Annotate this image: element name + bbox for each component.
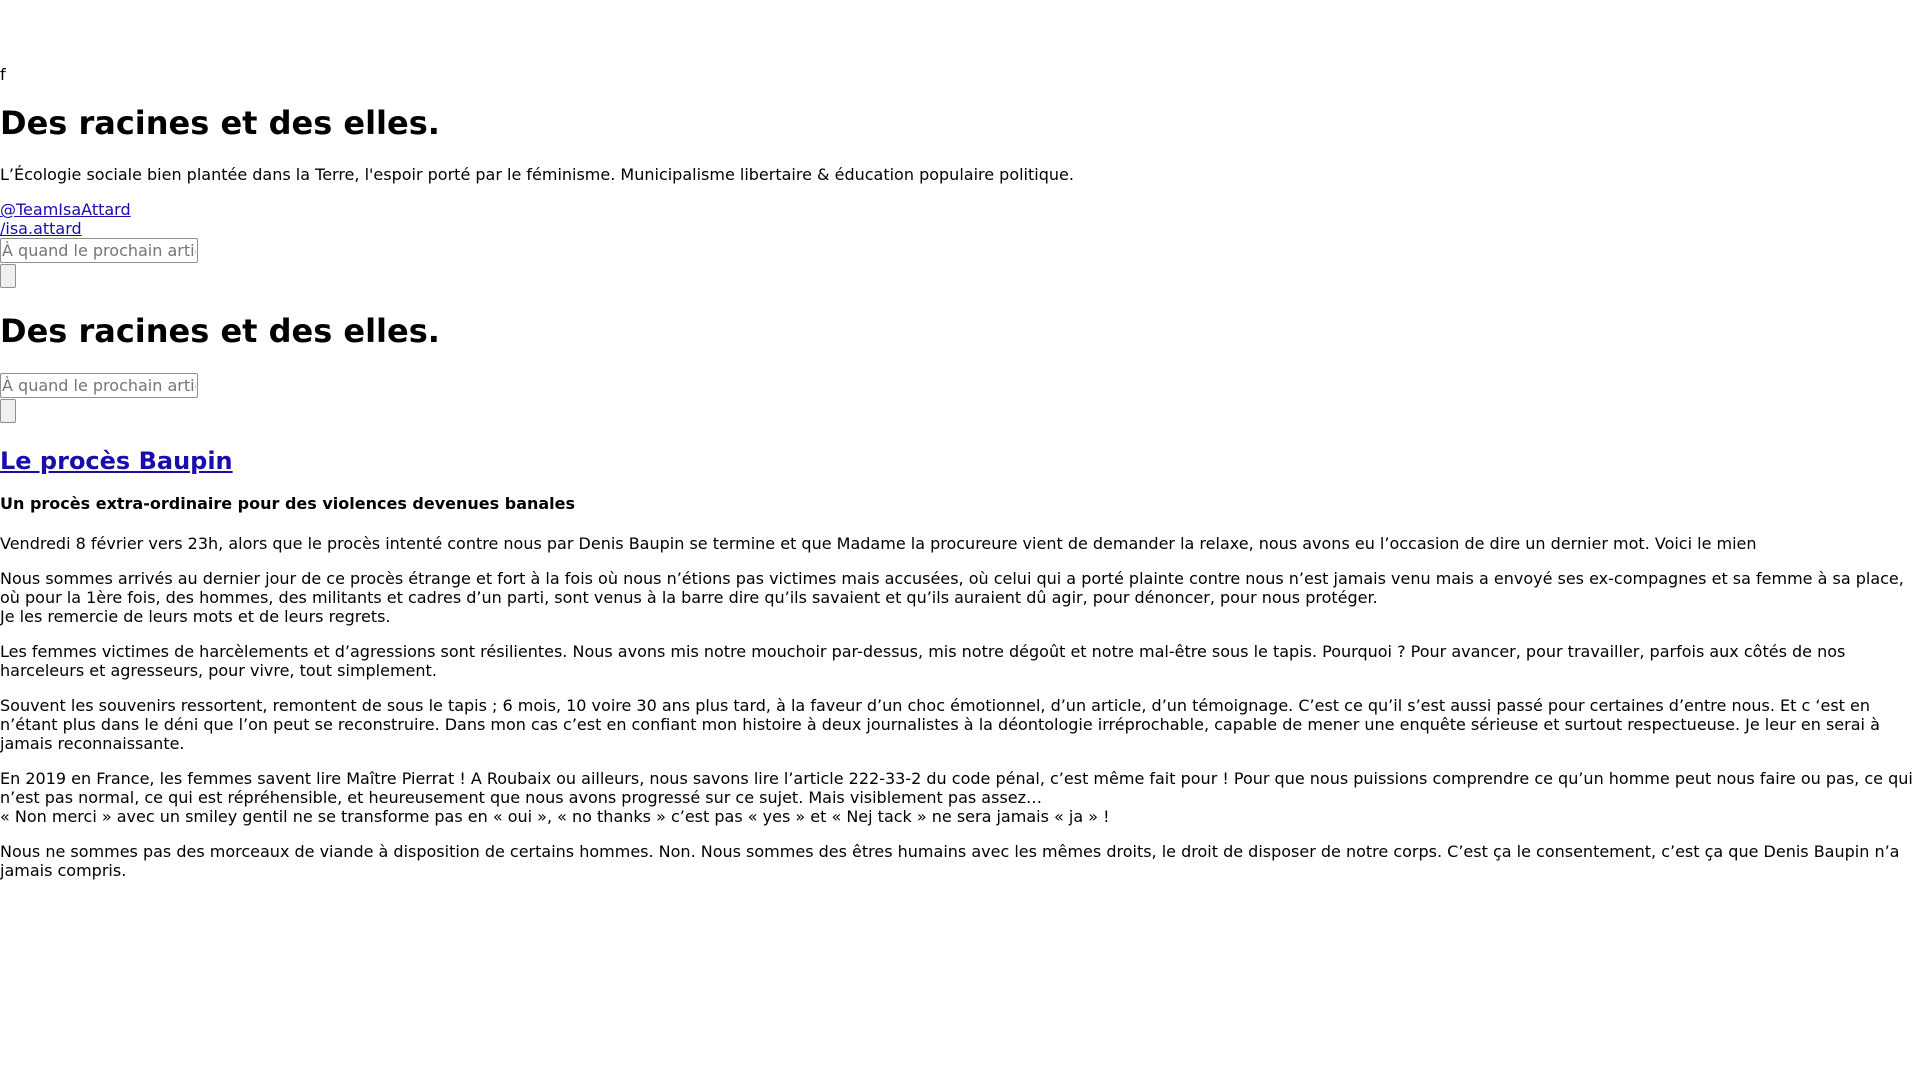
main-search-form <box>0 373 198 423</box>
site-title: Des racines et des elles. <box>0 104 440 142</box>
article-title <box>0 446 1920 476</box>
article-paragraph: Nous ne sommes pas des morceaux de viande à disposition de certains hommes. Non. Nous sommes des êtres humains avec les mêmes droits, le droit de disposer de notre corps. C’est ça le consentement, c’est ça que Denis Baupin n’a jamais compris. <box>0 842 1900 880</box>
search-input[interactable] <box>0 238 198 263</box>
main-site-title: Des racines et des elles. <box>0 312 440 350</box>
article-subtitle: Un procès extra-ordinaire pour des violences devenues banales <box>0 494 576 513</box>
article-title-link[interactable]: Le procès Baupin <box>0 447 233 475</box>
header-search-form <box>0 238 198 288</box>
article-paragraph: En 2019 en France, les femmes savent lire Maître Pierrat ! A Roubaix ou ailleurs, nous savons lire l’article 222-33-2 du code pénal, c’est même fait pour ! Pour que nous puissions comprendre ce qu’un homme peut nous faire ou pas, ce qui n’est pas normal, ce qui est répréhensible, et heureusement que nous avons progressé sur ce sujet. Mais visiblement pas assez… « Non merci » avec un smiley gentil ne se transforme pas en « oui », « no thanks » c’est pas « yes » et « Nej tack » ne sera jamais « ja » ! <box>0 769 1913 826</box>
twitter-link[interactable]: @TeamIsaAttard <box>0 200 131 219</box>
search-button[interactable] <box>0 399 16 423</box>
article <box>0 446 1920 880</box>
article-paragraph: Nous sommes arrivés au dernier jour de ce procès étrange et fort à la fois où nous n’étions pas victimes mais accusées, où celui qui a porté plainte contre nous n’est jamais venu mais a envoyé ses ex-compagnes et sa femme à sa place, où pour la 1ère fois, des hommes, des militants et cadres d’un parti, sont venus à la barre dire qu’ils savaient et qu’ils auraient dû agir, pour dénoncer, pour nous protéger. Je les remercie de leurs mots et de leurs regrets. <box>0 569 1904 626</box>
site-tagline: L’Écologie sociale bien plantée dans la Terre, l'espoir porté par le féminisme. Municipalisme libertaire & éducation populaire politique. <box>0 165 1074 184</box>
search-input[interactable] <box>0 373 198 398</box>
social-links <box>0 200 131 238</box>
article-paragraph: Les femmes victimes de harcèlements et d’agressions sont résilientes. Nous avons mis notre mouchoir par-dessus, mis notre dégoût et notre mal-être sous le tapis. Pourquoi ? Pour avancer, pour travailler, parfois aux côtés de nos harceleurs et agresseurs, pour vivre, tout simplement. <box>0 642 1846 680</box>
article-paragraph: Vendredi 8 février vers 23h, alors que le procès intenté contre nous par Denis Baupin se termine et que Madame la procureure vient de demander la relaxe, nous avons eu l’occasion de dire un dernier mot. Voici le mien <box>0 534 1757 553</box>
stray-letter: f <box>0 65 6 84</box>
article-paragraph: Souvent les souvenirs ressortent, remontent de sous le tapis ; 6 mois, 10 voire 30 ans plus tard, à la faveur d’un choc émotionnel, d’un article, d’un témoignage. C’est ce qu’il s’est aussi passé pour certaines d’entre nous. Et c ‘est en n’étant plus dans le déni que l’on peut se reconstruire. Dans mon cas c’est en confiant mon histoire à deux journalistes à la déontologie irréprochable, capable de mener une enquête sérieuse et surtout respectueuse. Je leur en serai à jamais reconnaissante. <box>0 696 1880 753</box>
facebook-link[interactable]: /isa.attard <box>0 219 82 238</box>
search-button[interactable] <box>0 264 16 288</box>
